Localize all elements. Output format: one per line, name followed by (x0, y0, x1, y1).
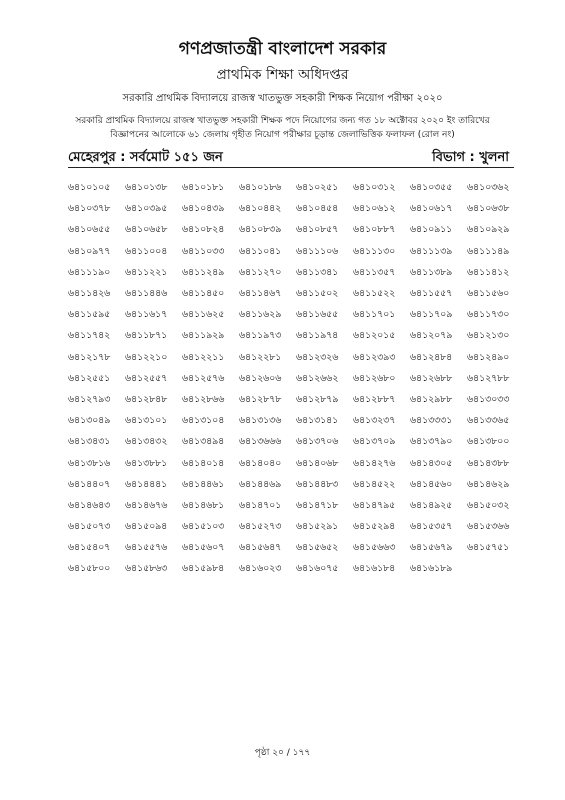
roll-number: ৬৪১৩৬৬৬ (239, 436, 282, 448)
roll-number: ৬৪১১২৭০ (239, 266, 282, 278)
roll-number: ৬৪১০৩৭৮ (68, 203, 111, 215)
roll-number: ৬৪১৪২৭৬ (353, 457, 396, 469)
roll-number: ৬৪১০১০৫ (68, 182, 111, 194)
roll-number: ৬৪১১১৪৯ (467, 245, 510, 257)
roll-number: ৬৪১৩২৩৭ (353, 415, 396, 427)
roll-number: ৬৪১১৭৩০ (467, 309, 510, 321)
roll-row (68, 475, 524, 496)
roll-number: ৬৪১২২৮১ (239, 351, 282, 363)
roll-number: ৬৪১২৮৬৬ (182, 393, 225, 405)
roll-number: ৬৪১৫০৭৩ (68, 521, 111, 533)
roll-number: ৬৪১৫৩৫৭ (410, 521, 453, 533)
roll-row (68, 453, 524, 474)
roll-row (68, 517, 524, 538)
roll-number: ৬৪১০১৮১ (182, 182, 225, 194)
roll-number: ৬৪১২৭৮৮ (467, 372, 510, 384)
roll-number: ৬৪১৫৭৫১ (467, 542, 510, 554)
roll-number: ৬৪১৪৭১৮ (296, 499, 339, 511)
roll-number: ৬৪১১৬২৫ (182, 309, 225, 321)
roll-number: ৬৪১০১৩৮ (125, 182, 168, 194)
roll-number: ৬৪১২৫৫১ (68, 372, 111, 384)
roll-number: ৬৪১৬১৮৪ (353, 563, 396, 575)
roll-number: ৬৪১১১০৬ (296, 245, 339, 257)
roll-row (68, 199, 524, 220)
roll-number: ৬৪১৩১০১ (125, 415, 168, 427)
roll-number: ৬৪১১৪১২ (467, 266, 510, 278)
roll-number: ৬৪১৫২৯১ (296, 521, 339, 533)
header-divider (68, 167, 514, 168)
roll-number: ৬৪১২৭৯৩ (68, 393, 111, 405)
roll-number: ৬৪১৩৮০০ (467, 436, 510, 448)
roll-number: ৬৪১৪৭৯৫ (353, 499, 396, 511)
roll-row (68, 411, 524, 432)
roll-number: ৬৪১১৯৭৪ (296, 330, 339, 342)
roll-number: ৬৪১৫৯৮৪ (182, 563, 225, 575)
roll-number: ৬৪১২৮৭৯ (296, 393, 339, 405)
roll-number: ৬৪১৬০৭৫ (296, 563, 339, 575)
roll-number: ৬৪১৩১৩৬ (239, 415, 282, 427)
roll-number: ৬৪১১২৪৯ (182, 266, 225, 278)
department-title: প্রাথমিক শিক্ষা অধিদপ্তর (216, 67, 349, 83)
roll-number: ৬৪১১৬২৯ (239, 309, 282, 321)
roll-number: ৬৪১৫৪০৭ (68, 542, 111, 554)
roll-number: ৬৪১০৯২৯ (467, 224, 510, 236)
roll-number: ৬৪১৫২৯৪ (353, 521, 396, 533)
roll-number: ৬৪১১২২১ (125, 266, 168, 278)
roll-number: ৬৪১১৭০৯ (410, 309, 453, 321)
roll-number: ৬৪১১৪৬৭ (239, 288, 282, 300)
roll-number: ৬৪১৪৪৮৩ (296, 478, 339, 490)
roll-number: ৬৪১০৩৯৫ (125, 203, 168, 215)
roll-number: ৬৪১০৬১৭ (410, 203, 453, 215)
roll-number: ৬৪১৪৯২৫ (410, 499, 453, 511)
roll-number: ৬৪১৩৩৬৫ (467, 415, 510, 427)
roll-number: ৬৪১২৮৪৮ (125, 393, 168, 405)
roll-number: ৬৪১৫৬৬৩ (353, 542, 396, 554)
roll-number: ৬৪১২৩৯৩ (353, 351, 396, 363)
roll-number: ৬৪১০৬১২ (353, 203, 396, 215)
roll-row (68, 496, 524, 517)
description-line-1: সরকারি প্রাথমিক বিদ্যালয়ে রাজস্ব খাতভুক্ত সহকারী শিক্ষক পদে নিয়োগের জন্য গত ১৮ অক্টোবর ২০২০ ইং তারিখের (75, 116, 490, 126)
roll-number: ৬৪১৪৫২২ (353, 478, 396, 490)
roll-number: ৬৪১০২৫১ (296, 182, 339, 194)
roll-number: ৬৪১১১৯০ (68, 266, 111, 278)
roll-number: ৬৪১০৮২৪ (182, 224, 225, 236)
roll-number: ৬৪১১৮৭১ (125, 330, 168, 342)
roll-number: ৬৪১৪০১৪ (182, 457, 225, 469)
roll-number: ৬৪১৪৩০৫ (410, 457, 453, 469)
roll-number: ৬৪১১৪২৬ (68, 288, 111, 300)
roll-number: ৬৪১২৯৮৮ (410, 393, 453, 405)
roll-number: ৬৪১২৬৮০ (353, 372, 396, 384)
roll-row (68, 220, 524, 241)
roll-row (68, 369, 524, 390)
roll-number: ৬৪১৪৪৬৯ (239, 478, 282, 490)
roll-number: ৬৪১২৮৭৮ (239, 393, 282, 405)
roll-number: ৬৪১৩৪৯৪ (182, 436, 225, 448)
roll-number: ৬৪১০৮৫৭ (296, 224, 339, 236)
roll-number: ৬৪১৪৩৮৮ (467, 457, 510, 469)
roll-number: ৬৪১৩০৪৯ (68, 415, 111, 427)
roll-number: ৬৪১১৯৭৩ (239, 330, 282, 342)
roll-row (68, 559, 524, 580)
roll-number: ৬৪১৫৬৫২ (296, 542, 339, 554)
roll-number: ৬৪১৫৫৭৬ (125, 542, 168, 554)
district-total: মেহেরপুর : সর্বমোট ১৫১ জন (68, 150, 223, 165)
roll-number: ৬৪১২০১৫ (353, 330, 396, 342)
roll-number: ৬৪১১১৩০ (353, 245, 396, 257)
roll-number: ৬৪১৪৬৭৬ (125, 499, 168, 511)
roll-number: ৬৪১১৪৫০ (182, 288, 225, 300)
roll-number: ৬৪১২৮৮৭ (353, 393, 396, 405)
roll-number: ৬৪১০৮৩৯ (239, 224, 282, 236)
roll-number: ৬৪১৫৮৬৩ (125, 563, 168, 575)
roll-number: ৬৪১১৭৪২ (68, 330, 111, 342)
government-title: গণপ্রজাতন্ত্রী বাংলাদেশ সরকার (178, 39, 387, 59)
roll-number: ৬৪১১৭০১ (353, 309, 396, 321)
roll-number: ৬৪১৪৭০১ (239, 499, 282, 511)
roll-number: ৬৪১৫৬৪৭ (239, 542, 282, 554)
roll-number: ৬৪১৫৩৬৬ (467, 521, 510, 533)
roll-number: ৬৪১৪৪৪১ (125, 478, 168, 490)
roll-number: ৬৪১২১৩০ (467, 330, 510, 342)
roll-number: ৬৪১০৪৪২ (239, 203, 282, 215)
roll-number: ৬৪১১৫২২ (353, 288, 396, 300)
roll-number: ৬৪১১৫৯৫ (68, 309, 111, 321)
roll-row (68, 390, 524, 411)
roll-number: ৬৪১২৬০৬ (239, 372, 282, 384)
roll-number: ৬৪১১৯২৯ (182, 330, 225, 342)
roll-number: ৬৪১১০৩৩ (182, 245, 225, 257)
roll-number: ৬৪১২৬৮৮ (410, 372, 453, 384)
roll-number: ৬৪১৬০২৩ (239, 563, 282, 575)
roll-number: ৬৪১৪৫৬০ (410, 478, 453, 490)
roll-row (68, 538, 524, 559)
roll-number: ৬৪১৩০৩৩ (467, 393, 510, 405)
roll-row (68, 178, 524, 199)
roll-number: ৬৪১৩৮৮১ (125, 457, 168, 469)
roll-number: ৬৪১১৫৫৭ (410, 288, 453, 300)
roll-number: ৬৪১২৫৭৬ (182, 372, 225, 384)
roll-number: ৬৪১২৪৯০ (467, 351, 510, 363)
roll-number: ৬৪১০৩১২ (353, 182, 396, 194)
roll-number: ৬৪১৫১০৩ (182, 521, 225, 533)
roll-number: ৬৪১১০৪১ (239, 245, 282, 257)
roll-row (68, 263, 524, 284)
roll-number: ৬৪১২১৭৮ (68, 351, 111, 363)
roll-number: ৬৪১০৩৫৫ (410, 182, 453, 194)
roll-number: ৬৪১২০৭৯ (410, 330, 453, 342)
roll-number: ৬৪১৫৬০৭ (182, 542, 225, 554)
roll-number: ৬৪১৩৪৩১ (68, 436, 111, 448)
roll-number: ৬৪১০৬৫৫ (68, 224, 111, 236)
roll-number: ৬৪১৩১০৪ (182, 415, 225, 427)
division-label: বিভাগ : খুলনা (432, 150, 509, 165)
roll-number: ৬৪১৫৬৭৯ (410, 542, 453, 554)
roll-number: ৬৪১৩৮১৬ (68, 457, 111, 469)
roll-number: ৬৪১১৩৮৯ (410, 266, 453, 278)
roll-number: ৬৪১১৫০২ (296, 288, 339, 300)
roll-number: ৬৪১৩৭০৯ (353, 436, 396, 448)
roll-number: ৬৪১০৪৫৪ (296, 203, 339, 215)
roll-number: ৬৪১২৫৫৭ (125, 372, 168, 384)
roll-number: ৬৪১২৪৮৪ (410, 351, 453, 363)
roll-number: ৬৪১১৫৬০ (467, 288, 510, 300)
roll-row (68, 326, 524, 347)
roll-number: ৬৪১০৩৬২ (467, 182, 510, 194)
roll-number: ৬৪১৪৬৪৩ (68, 499, 111, 511)
roll-number: ৬৪১৩৪৩২ (125, 436, 168, 448)
description-line-2: বিজ্ঞাপনের আলোকে ৬১ জেলায় গৃহীত নিয়োগ পরীক্ষার চূড়ান্ত জেলাভিত্তিক ফলাফল (রোল নং) (110, 130, 455, 140)
roll-number: ৬৪১১৬১৭ (125, 309, 168, 321)
roll-row (68, 348, 524, 369)
roll-row (68, 284, 524, 305)
roll-number: ৬৪১২৩২৬ (296, 351, 339, 363)
roll-row (68, 432, 524, 453)
roll-number: ৬৪১৩৭০৬ (296, 436, 339, 448)
roll-number: ৬৪১৩৩৩১ (410, 415, 453, 427)
exam-title: সরকারি প্রাথমিক বিদ্যালয়ে রাজস্ব খাতভুক্ত সহকারী শিক্ষক নিয়োগ পরীক্ষা ২০২০ (122, 93, 443, 104)
roll-number: ৬৪১৪৪০৭ (68, 478, 111, 490)
roll-number: ৬৪১৪০৪০ (239, 457, 282, 469)
roll-number: ৬৪১১০০৪ (125, 245, 168, 257)
roll-number: ৬৪১৫৮০০ (68, 563, 111, 575)
roll-number: ৬৪১০১৮৬ (239, 182, 282, 194)
roll-number: ৬৪১৫২৭৩ (239, 521, 282, 533)
roll-number: ৬৪১০৬৫৮ (125, 224, 168, 236)
page-number: পৃষ্ঠা ২০ / ১৭৭ (254, 748, 311, 758)
roll-number: ৬৪১১৪৪৬ (125, 288, 168, 300)
roll-number: ৬৪১২৬৬২ (296, 372, 339, 384)
roll-number: ৬৪১১৬৫৫ (296, 309, 339, 321)
roll-number: ৬৪১৫০৩২ (467, 499, 510, 511)
roll-number: ৬৪১০৯৭৭ (68, 245, 111, 257)
roll-row (68, 242, 524, 263)
roll-number: ৬৪১০৮৮৭ (353, 224, 396, 236)
roll-number: ৬৪১০৬৩৮ (467, 203, 510, 215)
roll-row (68, 305, 524, 326)
roll-number: ৬৪১১১৩৯ (410, 245, 453, 257)
roll-number: ৬৪১৬১৮৯ (410, 563, 453, 575)
roll-number: ৬৪১৪৪৬১ (182, 478, 225, 490)
roll-number: ৬৪১৫০৯৪ (125, 521, 168, 533)
roll-number: ৬৪১৩৭৯০ (410, 436, 453, 448)
roll-number: ৬৪১২২১০ (125, 351, 168, 363)
roll-number: ৬৪১৩১৪১ (296, 415, 339, 427)
roll-number: ৬৪১১৩৫৭ (353, 266, 396, 278)
roll-number: ৬৪১৪৬২৯ (467, 478, 510, 490)
roll-number: ৬৪১৪০৬৮ (296, 457, 339, 469)
roll-number: ৬৪১১৩৪১ (296, 266, 339, 278)
roll-number: ৬৪১২২১১ (182, 351, 225, 363)
roll-number: ৬৪১০৪৩৯ (182, 203, 225, 215)
roll-number-grid (68, 178, 524, 581)
roll-number: ৬৪১০৯১১ (410, 224, 453, 236)
roll-number: ৬৪১৪৬৮১ (182, 499, 225, 511)
